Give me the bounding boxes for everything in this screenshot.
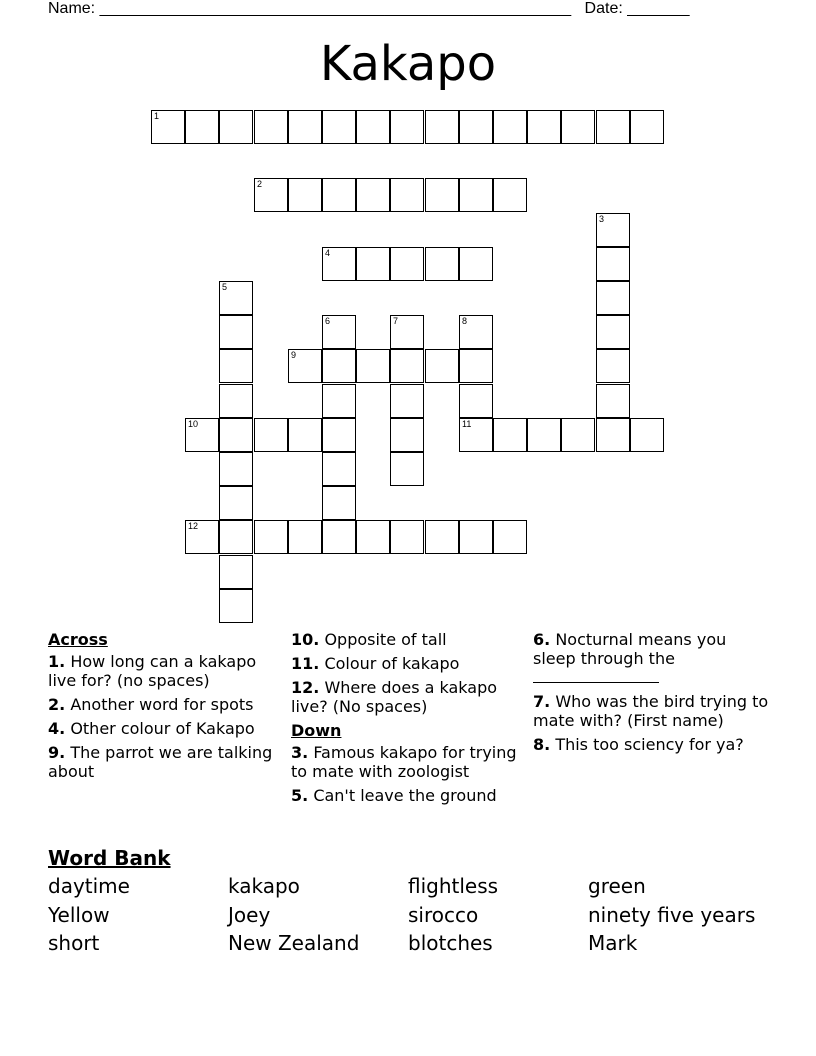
crossword-cell[interactable] (425, 349, 459, 383)
clue-text: Famous kakapo for trying to mate with zoologist (291, 743, 517, 781)
crossword-cell[interactable] (219, 281, 253, 315)
clue-number: 2 (257, 179, 263, 189)
crossword-cell[interactable] (596, 418, 630, 452)
word-bank-word: New Zealand (228, 931, 360, 955)
clue-number: 7 (393, 316, 399, 326)
crossword-cell[interactable] (561, 110, 595, 144)
clue-number: 5. (291, 786, 309, 805)
clue-item (48, 695, 284, 714)
crossword-cell[interactable] (459, 418, 493, 452)
clue-number: 9. (48, 743, 66, 762)
clue-text: Who was the bird trying to mate with? (First name) (533, 692, 769, 730)
clue-item (48, 743, 284, 781)
clue-item (291, 743, 523, 781)
crossword-cell[interactable] (390, 418, 424, 452)
crossword-cell[interactable] (219, 486, 253, 520)
crossword-cell[interactable] (459, 315, 493, 349)
clue-item (533, 735, 773, 754)
crossword-cell[interactable] (254, 418, 288, 452)
clue-text: The parrot we are talking about (48, 743, 273, 781)
crossword-cell[interactable] (459, 384, 493, 418)
crossword-cell[interactable] (390, 247, 424, 281)
crossword-cell[interactable] (425, 520, 459, 554)
crossword-cell[interactable] (254, 178, 288, 212)
word-bank-word: green (588, 874, 646, 898)
crossword-cell[interactable] (390, 315, 424, 349)
page-title: Kakapo (319, 36, 497, 92)
clue-number: 3 (599, 214, 605, 224)
crossword-cell[interactable] (459, 349, 493, 383)
crossword-cell[interactable] (425, 110, 459, 144)
clue-text: Opposite of tall (324, 630, 447, 649)
word-bank-word: Mark (588, 931, 638, 955)
clue-number: 1 (154, 111, 160, 121)
clue-number: 3. (291, 743, 309, 762)
crossword-cell[interactable] (527, 418, 561, 452)
crossword-cell[interactable] (596, 213, 630, 247)
clue-text: Where does a kakapo live? (No spaces) (291, 678, 498, 716)
clue-item (48, 719, 284, 738)
clue-item (291, 654, 523, 673)
clue-number: 4 (325, 248, 331, 258)
crossword-cell[interactable] (151, 110, 185, 144)
crossword-cell[interactable] (219, 452, 253, 486)
crossword-cell[interactable] (596, 315, 630, 349)
crossword-cell[interactable] (254, 110, 288, 144)
crossword-cell[interactable] (322, 418, 356, 452)
crossword-cell[interactable] (630, 110, 664, 144)
clue-number: 11. (291, 654, 320, 673)
clue-number: 10 (188, 419, 199, 429)
clues-column-1 (48, 630, 284, 786)
clue-text: This too sciency for ya? (555, 735, 744, 754)
clue-number: 8 (462, 316, 468, 326)
crossword-cell[interactable] (219, 555, 253, 589)
crossword-cell[interactable] (322, 452, 356, 486)
word-bank-word: short (48, 931, 100, 955)
word-bank-word: Joey (228, 902, 271, 927)
crossword-cell[interactable] (219, 520, 253, 554)
crossword-cell[interactable] (185, 110, 219, 144)
crossword-cell[interactable] (356, 110, 390, 144)
crossword-cell[interactable] (356, 520, 390, 554)
name-blank[interactable]: _____________________________________________________ (99, 0, 572, 17)
crossword-cell[interactable] (322, 384, 356, 418)
clue-item (291, 630, 523, 649)
crossword-cell[interactable] (596, 281, 630, 315)
clue-text: How long can a kakapo live for? (no spaces) (48, 652, 257, 690)
crossword-cell[interactable] (356, 349, 390, 383)
crossword-cell[interactable] (322, 178, 356, 212)
crossword-cell[interactable] (219, 589, 253, 623)
crossword-cell[interactable] (288, 418, 322, 452)
crossword-cell[interactable] (390, 384, 424, 418)
crossword-cell[interactable] (425, 247, 459, 281)
crossword-cell[interactable] (356, 247, 390, 281)
clue-number: 2. (48, 695, 66, 714)
clue-number: 12 (188, 521, 199, 531)
clue-text: Other colour of Kakapo (70, 719, 255, 738)
crossword-cell[interactable] (322, 349, 356, 383)
across-clue-list (48, 652, 284, 781)
crossword-cell[interactable] (356, 178, 390, 212)
clue-number: 12. (291, 678, 320, 697)
crossword-cell[interactable] (596, 110, 630, 144)
word-bank-word: ninety five years (588, 902, 756, 927)
date-blank[interactable]: _______ (627, 0, 690, 17)
crossword-cell[interactable] (254, 520, 288, 554)
crossword-cell[interactable] (288, 349, 322, 383)
clue-text: Another word for spots (70, 695, 254, 714)
crossword-cell[interactable] (322, 520, 356, 554)
crossword-cell[interactable] (219, 110, 253, 144)
clue-item (533, 692, 773, 730)
clue-item (291, 678, 523, 716)
clue-number: 6 (325, 316, 331, 326)
crossword-cell[interactable] (596, 384, 630, 418)
crossword-cell[interactable] (493, 418, 527, 452)
clue-number: 4. (48, 719, 66, 738)
crossword-cell[interactable] (630, 418, 664, 452)
crossword-cell[interactable] (596, 349, 630, 383)
clue-number: 8. (533, 735, 551, 754)
clue-number: 9 (291, 350, 297, 360)
clue-number: 1. (48, 652, 66, 671)
crossword-cell[interactable] (493, 178, 527, 212)
crossword-cell[interactable] (561, 418, 595, 452)
clue-text: Can't leave the ground (313, 786, 497, 805)
word-bank-title: Word Bank (48, 846, 171, 870)
crossword-cell[interactable] (459, 247, 493, 281)
clue-item (48, 652, 284, 690)
crossword-cell[interactable] (596, 247, 630, 281)
clue-text: Colour of kakapo (324, 654, 460, 673)
crossword-cell[interactable] (425, 178, 459, 212)
across-clue-list-continued (291, 630, 523, 716)
clue-number: 7. (533, 692, 551, 711)
crossword-cell[interactable] (390, 452, 424, 486)
crossword-cell[interactable] (493, 520, 527, 554)
crossword-cell[interactable] (527, 110, 561, 144)
clue-text: Nocturnal means you sleep through the (533, 630, 727, 668)
clue-item (533, 630, 773, 687)
crossword-cell[interactable] (459, 178, 493, 212)
word-bank-word: Yellow (48, 902, 110, 927)
word-bank-word: sirocco (408, 902, 479, 927)
crossword-cell[interactable] (288, 520, 322, 554)
word-bank-word: daytime (48, 874, 130, 898)
crossword-cell[interactable] (185, 418, 219, 452)
crossword-cell[interactable] (390, 110, 424, 144)
across-heading: Across (48, 630, 108, 649)
crossword-cell[interactable] (219, 315, 253, 349)
crossword-cell[interactable] (288, 178, 322, 212)
clues-column-3 (533, 630, 773, 759)
crossword-cell[interactable] (459, 110, 493, 144)
crossword-cell[interactable] (459, 520, 493, 554)
clue-number: 5 (222, 282, 228, 292)
clue-item (291, 786, 523, 805)
word-bank-word: blotches (408, 931, 493, 955)
clue-number: 10. (291, 630, 320, 649)
word-bank-word: flightless (408, 874, 499, 898)
crossword-cell[interactable] (219, 418, 253, 452)
down-heading: Down (291, 721, 342, 740)
clue-number: 6. (533, 630, 551, 649)
name-label: Name: (48, 0, 96, 17)
crossword-cell[interactable] (219, 384, 253, 418)
crossword-cell[interactable] (322, 486, 356, 520)
down-clue-list (291, 743, 523, 805)
crossword-cell[interactable] (390, 520, 424, 554)
crossword-cell[interactable] (288, 110, 322, 144)
answer-blank (533, 668, 659, 683)
crossword-cell[interactable] (185, 520, 219, 554)
crossword-cell[interactable] (390, 349, 424, 383)
crossword-cell[interactable] (390, 178, 424, 212)
clue-number: 11 (462, 419, 472, 429)
clues-column-2 (291, 630, 523, 810)
crossword-cell[interactable] (322, 110, 356, 144)
word-bank-word: kakapo (228, 874, 300, 898)
crossword-cell[interactable] (493, 110, 527, 144)
down-clue-list-continued (533, 630, 773, 754)
date-label: Date: (584, 0, 623, 17)
word-bank (48, 872, 768, 958)
crossword-cell[interactable] (219, 349, 253, 383)
crossword-cell[interactable] (322, 315, 356, 349)
crossword-cell[interactable] (322, 247, 356, 281)
